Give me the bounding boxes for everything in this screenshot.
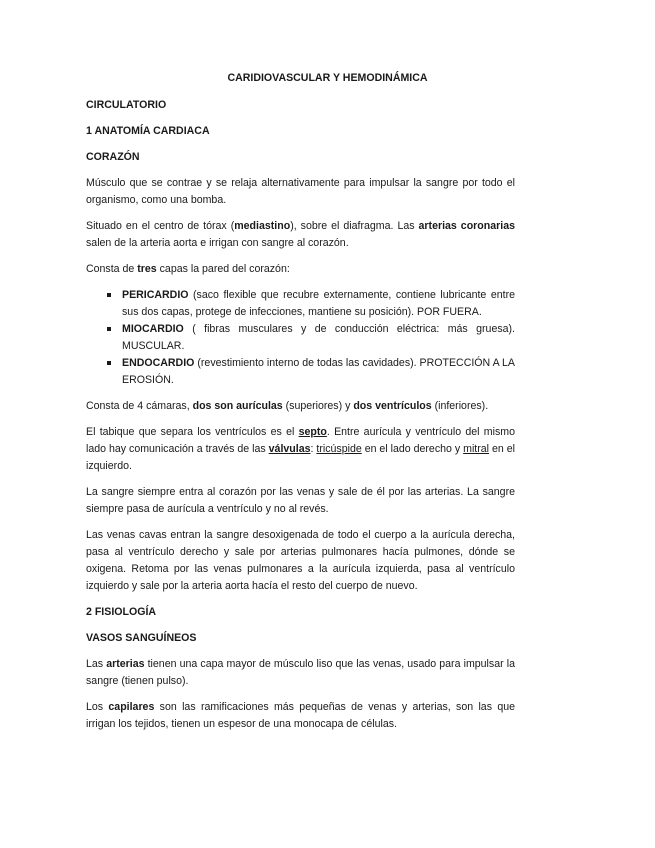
paragraph-capilares: Los capilares son las ramificaciones más pequeñas de venas y arterias, son las que irrigan los tejidos, tienen un espesor de una monocapa de células. xyxy=(86,701,515,730)
paragraph-septo: El tabique que separa los ventrículos es el septo. Entre aurícula y ventrículo del mismo lado hay comunicación a través de las válvulas: tricúspide en el lado derecho y mitral en el izquierdo. xyxy=(86,426,515,472)
paragraph-musculo: Músculo que se contrae y se relaja alternativamente para impulsar la sangre por todo el organismo, como una bomba. xyxy=(86,177,515,206)
capas-list xyxy=(86,287,515,389)
heading-fisiologia: 2 FISIOLOGÍA xyxy=(86,606,157,618)
heading-vasos: VASOS SANGUÍNEOS xyxy=(86,632,197,644)
list-item-endocardio: ENDOCARDIO (revestimiento interno de todas las cavidades). PROTECCIÓN A LA EROSIÓN. xyxy=(122,355,515,389)
paragraph-camaras: Consta de 4 cámaras, dos son aurículas (superiores) y dos ventrículos (inferiores). xyxy=(86,400,489,412)
document-title: CARIDIOVASCULAR Y HEMODINÁMICA xyxy=(227,72,428,84)
list-item-pericardio: PERICARDIO (saco flexible que recubre externamente, contiene lubricante entre sus dos capas, protege de infecciones, mantiene su posición). POR FUERA. xyxy=(122,287,515,321)
heading-corazon: CORAZÓN xyxy=(86,151,140,163)
list-item-miocardio: MIOCARDIO ( fibras musculares y de conducción eléctrica: más gruesa). MUSCULAR. xyxy=(122,321,515,355)
paragraph-arterias: Las arterias tienen una capa mayor de músculo liso que las venas, usado para impulsar la sangre (tienen pulso). xyxy=(86,658,515,687)
heading-anatomia: 1 ANATOMÍA CARDIACA xyxy=(86,125,210,137)
paragraph-sangre: La sangre siempre entra al corazón por las venas y sale de él por las arterias. La sangre siempre pasa de aurícula a ventrículo y no al revés. xyxy=(86,486,515,515)
paragraph-capas-intro: Consta de tres capas la pared del corazón: xyxy=(86,263,290,275)
paragraph-situado: Situado en el centro de tórax (mediastino), sobre el diafragma. Las arterias coronarias salen de la arteria aorta e irrigan con sangre al corazón. xyxy=(86,220,515,249)
paragraph-venas-cavas: Las venas cavas entran la sangre desoxigenada de todo el cuerpo a la aurícula derecha, pasa al ventrículo derecho y sale por arterias pulmonares hacía pulmones, dónde se oxigena. Retoma por las venas pulmonares a la aurícula izquierda, pasa al ventrículo izquierdo y sale por la arteria aorta hacía el resto del cuerpo de nuevo. xyxy=(86,529,515,592)
heading-circulatorio: CIRCULATORIO xyxy=(86,99,167,111)
